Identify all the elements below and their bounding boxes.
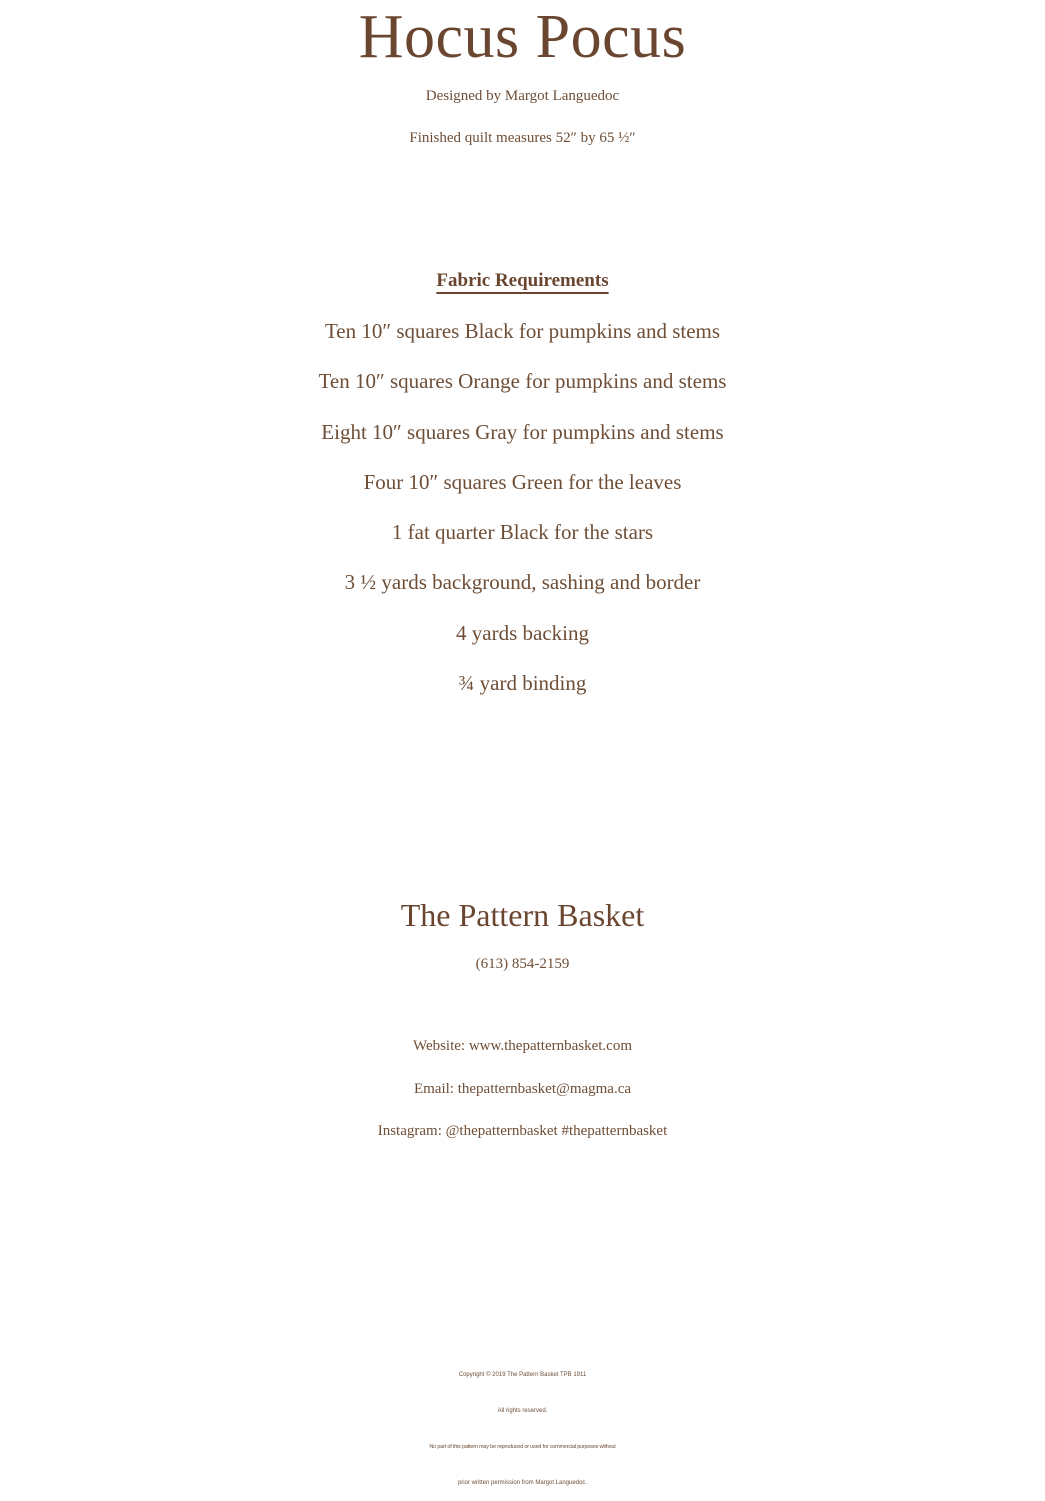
notice-line-1: No part of this pattern may be reproduced or used for commercial purposes without xyxy=(429,1444,616,1450)
website-line: Website: www.thepatternbasket.com xyxy=(412,1038,632,1054)
email-line: Email: thepatternbasket@magma.ca xyxy=(413,1080,632,1097)
list-item: 3 ½ yards background, sashing and border xyxy=(344,570,701,595)
contact-info xyxy=(0,1025,1045,1153)
finished-size: Finished quilt measures 52″ by 65 ½″ xyxy=(409,130,636,146)
designer-credit: Designed by Margot Languedoc xyxy=(425,88,620,104)
list-item: Ten 10″ squares Orange for pumpkins and stems xyxy=(318,369,727,394)
list-item: ¾ yard binding xyxy=(458,671,587,696)
fabric-requirements-heading xyxy=(0,258,1045,304)
company-phone: (613) 854-2159 xyxy=(475,956,570,972)
notice-line-2: prior written permission from Margot Languedoc. xyxy=(457,1480,588,1486)
rights-line: All rights reserved. xyxy=(497,1408,548,1414)
list-item: Ten 10″ squares Black for pumpkins and stems xyxy=(324,319,721,343)
instagram-line: Instagram: @thepatternbasket #thepatternbasket xyxy=(377,1123,668,1139)
company-name: The Pattern Basket xyxy=(400,897,645,933)
list-item: 4 yards backing xyxy=(456,620,589,645)
fabric-requirements-heading-text: Fabric Requirements xyxy=(436,270,609,291)
list-item: Eight 10″ squares Gray for pumpkins and stems xyxy=(321,419,724,444)
pattern-title: Hocus Pocus xyxy=(358,3,687,71)
list-item: Four 10″ squares Green for the leaves xyxy=(363,469,682,494)
list-item: 1 fat quarter Black for the stars xyxy=(391,520,654,545)
fabric-requirements-list xyxy=(0,306,1045,708)
copyright-line: Copyright © 2019 The Pattern Basket TPB 1911 xyxy=(458,1372,587,1378)
legal-notice xyxy=(0,1357,1045,1501)
